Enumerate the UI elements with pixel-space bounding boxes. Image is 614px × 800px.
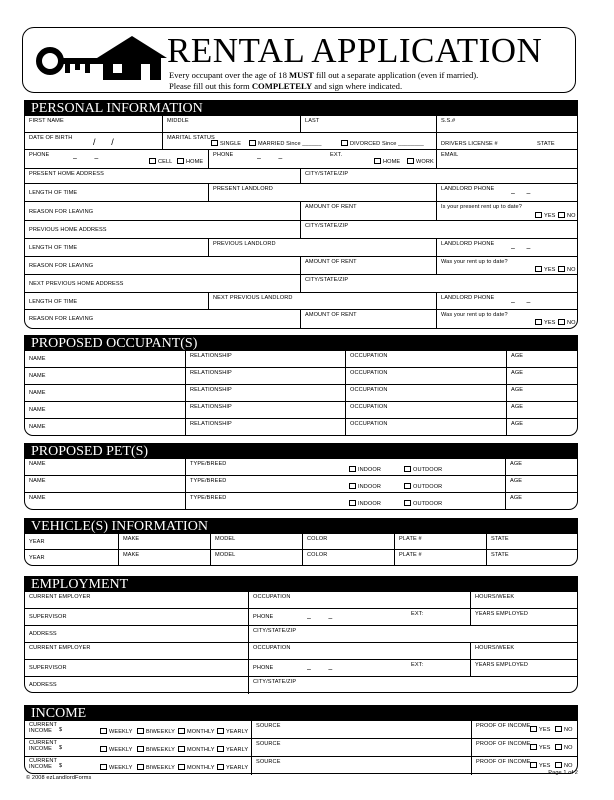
email-field[interactable]: EMAIL [436, 150, 579, 168]
next-previous-length-field[interactable]: LENGTH OF TIME [29, 299, 78, 305]
indoor-checkbox[interactable] [349, 483, 356, 489]
drivers-license-field[interactable]: DRIVERS LICENSE # STATE [436, 133, 579, 149]
monthly-checkbox[interactable] [178, 728, 185, 734]
occupant-relationship-field[interactable]: RELATIONSHIP [185, 402, 345, 418]
vehicle-state-field[interactable]: STATE [486, 534, 579, 549]
income-source-field[interactable]: SOURCE [251, 757, 471, 775]
income-source-field[interactable]: SOURCE [251, 739, 471, 756]
present-landlord-field[interactable]: PRESENT LANDLORD [208, 184, 436, 201]
occupant-occupation-field[interactable]: OCCUPATION [345, 402, 506, 418]
yes-checkbox[interactable] [530, 726, 537, 732]
yes-checkbox[interactable] [535, 319, 542, 325]
weekly-checkbox[interactable] [100, 746, 107, 752]
pet-name-field[interactable]: NAME [29, 478, 46, 484]
present-length-field[interactable]: LENGTH OF TIME [29, 190, 78, 196]
vehicle-color-field[interactable]: COLOR [302, 534, 394, 549]
hours-field[interactable]: HOURS/WEEK [470, 643, 579, 659]
occupant-occupation-field[interactable]: OCCUPATION [345, 419, 506, 436]
current-income-field[interactable]: CURRENT INCOME $ WEEKLY BIWEEKLY MONTHLY YEARLY [29, 722, 249, 735]
no-checkbox[interactable] [558, 266, 565, 272]
proof-of-income-field[interactable]: PROOF OF INCOME YES NO [471, 757, 579, 775]
vehicles-section [24, 518, 578, 566]
previous-rent-field[interactable]: AMOUNT OF RENT [300, 257, 436, 274]
form-header [22, 27, 576, 93]
pets-section [24, 443, 578, 510]
occupant-relationship-field[interactable]: RELATIONSHIP [185, 351, 345, 367]
vehicle-plate-field[interactable]: PLATE # [394, 550, 486, 566]
next-previous-upto-field[interactable]: Was your rent up to date? YES NO [436, 310, 579, 328]
occupant-name-field[interactable]: NAME [29, 407, 46, 413]
present-address-field[interactable]: PRESENT HOME ADDRESS [29, 171, 104, 177]
indoor-checkbox[interactable] [349, 500, 356, 506]
occupant-age-field[interactable]: AGE [506, 385, 579, 401]
key-house-logo [35, 34, 170, 84]
middle-name-field[interactable]: MIDDLE [162, 116, 300, 132]
pet-type-field[interactable]: TYPE/BREED INDOOR OUTDOOR [185, 459, 505, 475]
pet-age-field[interactable]: AGE [505, 476, 579, 492]
biweekly-checkbox[interactable] [137, 728, 144, 734]
pet-name-field[interactable]: NAME [29, 461, 46, 467]
section-title: PROPOSED OCCUPANT(S) [25, 336, 577, 351]
section-title: PERSONAL INFORMATION [25, 101, 577, 116]
occupant-occupation-field[interactable]: OCCUPATION [345, 351, 506, 367]
previous-city-field[interactable]: CITY/STATE/ZIP [300, 221, 579, 238]
no-checkbox[interactable] [555, 726, 562, 732]
employer-field[interactable]: CURRENT EMPLOYER [29, 645, 91, 651]
phone-field[interactable]: PHONE – – CELL HOME [29, 152, 204, 165]
section-title: EMPLOYMENT [25, 577, 577, 592]
vehicle-model-field[interactable]: MODEL [210, 550, 302, 566]
employment-occupation-field[interactable]: OCCUPATION [248, 592, 470, 608]
previous-landlord-phone-field[interactable]: LANDLORD PHONE – – [436, 239, 579, 256]
indoor-checkbox[interactable] [349, 466, 356, 472]
employment-address-field[interactable]: ADDRESS [29, 631, 57, 637]
home-2-checkbox[interactable] [374, 158, 381, 164]
vehicle-year-field[interactable]: YEAR [29, 555, 45, 561]
proof-of-income-field[interactable]: PROOF OF INCOME YES NO [471, 721, 579, 738]
vehicle-state-field[interactable]: STATE [486, 550, 579, 566]
yes-checkbox[interactable] [530, 762, 537, 768]
yearly-checkbox[interactable] [217, 728, 224, 734]
employer-field[interactable]: CURRENT EMPLOYER [29, 594, 91, 600]
supervisor-field[interactable]: SUPERVISOR [29, 665, 67, 671]
present-city-field[interactable]: CITY/STATE/ZIP [300, 169, 579, 183]
section-title: INCOME [25, 706, 577, 721]
yearly-checkbox[interactable] [217, 764, 224, 770]
monthly-checkbox[interactable] [178, 746, 185, 752]
no-checkbox[interactable] [558, 212, 565, 218]
no-checkbox[interactable] [555, 762, 562, 768]
pet-type-field[interactable]: TYPE/BREED INDOOR OUTDOOR [185, 493, 505, 510]
instructions: Every occupant over the age of 18 MUST fill out a separate application (even if married). Please fill out this form COMPLETELY and sign where indicated. [169, 70, 479, 91]
occupant-age-field[interactable]: AGE [506, 402, 579, 418]
yes-checkbox[interactable] [535, 266, 542, 272]
previous-address-field[interactable]: PREVIOUS HOME ADDRESS [29, 227, 107, 233]
divorced-checkbox[interactable] [341, 140, 348, 146]
pet-name-field[interactable]: NAME [29, 495, 46, 501]
occupants-section [24, 335, 578, 436]
biweekly-checkbox[interactable] [137, 764, 144, 770]
previous-reason-field[interactable]: REASON FOR LEAVING [29, 263, 94, 269]
years-employed-field[interactable]: YEARS EMPLOYED [470, 609, 579, 625]
vehicle-make-field[interactable]: MAKE [118, 534, 210, 549]
single-checkbox[interactable] [211, 140, 218, 146]
previous-upto-field[interactable]: Was your rent up to date? YES NO [436, 257, 579, 274]
no-checkbox[interactable] [555, 744, 562, 750]
no-checkbox[interactable] [558, 319, 565, 325]
previous-landlord-field[interactable]: PREVIOUS LANDLORD [208, 239, 436, 256]
last-name-field[interactable]: LAST [300, 116, 436, 132]
outdoor-checkbox[interactable] [404, 466, 411, 472]
page-number: Page 1 of 2 [548, 770, 578, 776]
copyright: © 2008 ezLandlordForms [26, 775, 92, 781]
phone-2-field[interactable]: PHONE – – EXT. HOME WORK [208, 150, 436, 168]
work-checkbox[interactable] [407, 158, 414, 164]
section-title: PROPOSED PET(S) [25, 444, 577, 459]
occupant-age-field[interactable]: AGE [506, 351, 579, 367]
occupant-age-field[interactable]: AGE [506, 368, 579, 384]
yes-checkbox[interactable] [530, 744, 537, 750]
proof-of-income-field[interactable]: PROOF OF INCOME YES NO [471, 739, 579, 756]
employment-occupation-field[interactable]: OCCUPATION [248, 643, 470, 659]
years-employed-field[interactable]: YEARS EMPLOYED [470, 660, 579, 676]
current-income-field[interactable]: CURRENT INCOME $ WEEKLY BIWEEKLY MONTHLY YEARLY [29, 758, 249, 771]
employment-section [24, 576, 578, 693]
next-previous-city-field[interactable]: CITY/STATE/ZIP [300, 275, 579, 292]
employment-address-field[interactable]: ADDRESS [29, 682, 57, 688]
employment-city-field[interactable]: CITY/STATE/ZIP [248, 677, 579, 694]
pet-age-field[interactable]: AGE [505, 459, 579, 475]
employment-phone-field[interactable]: PHONE – – EXT: [248, 660, 470, 676]
first-name-field[interactable]: FIRST NAME [29, 118, 64, 124]
weekly-checkbox[interactable] [100, 764, 107, 770]
outdoor-checkbox[interactable] [404, 500, 411, 506]
monthly-checkbox[interactable] [178, 764, 185, 770]
present-landlord-phone-field[interactable]: LANDLORD PHONE – – [436, 184, 579, 201]
yes-checkbox[interactable] [535, 212, 542, 218]
vehicle-color-field[interactable]: COLOR [302, 550, 394, 566]
occupant-occupation-field[interactable]: OCCUPATION [345, 368, 506, 384]
next-previous-rent-field[interactable]: AMOUNT OF RENT [300, 310, 436, 328]
vehicle-model-field[interactable]: MODEL [210, 534, 302, 549]
next-previous-address-field[interactable]: NEXT PREVIOUS HOME ADDRESS [29, 281, 124, 287]
pet-type-field[interactable]: TYPE/BREED INDOOR OUTDOOR [185, 476, 505, 492]
cell-checkbox[interactable] [149, 158, 156, 164]
income-source-field[interactable]: SOURCE [251, 721, 471, 738]
employment-city-field[interactable]: CITY/STATE/ZIP [248, 626, 579, 642]
income-section [24, 705, 578, 774]
current-income-field[interactable]: CURRENT INCOME $ WEEKLY BIWEEKLY MONTHLY YEARLY [29, 740, 249, 753]
yearly-checkbox[interactable] [217, 746, 224, 752]
home-checkbox[interactable] [177, 158, 184, 164]
next-previous-landlord-field[interactable]: NEXT PREVIOUS LANDLORD [208, 293, 436, 309]
occupant-age-field[interactable]: AGE [506, 419, 579, 436]
occupant-name-field[interactable]: NAME [29, 424, 46, 430]
occupant-name-field[interactable]: NAME [29, 356, 46, 362]
occupant-relationship-field[interactable]: RELATIONSHIP [185, 368, 345, 384]
section-title: VEHICLE(S) INFORMATION [25, 519, 577, 534]
previous-length-field[interactable]: LENGTH OF TIME [29, 245, 78, 251]
biweekly-checkbox[interactable] [137, 746, 144, 752]
occupant-relationship-field[interactable]: RELATIONSHIP [185, 385, 345, 401]
occupant-name-field[interactable]: NAME [29, 373, 46, 379]
married-checkbox[interactable] [249, 140, 256, 146]
present-upto-field[interactable]: Is your present rent up to date? YES NO [436, 202, 579, 220]
vehicle-year-field[interactable]: YEAR [29, 539, 45, 545]
page-title: RENTAL APPLICATION [167, 31, 543, 70]
next-previous-reason-field[interactable]: REASON FOR LEAVING [29, 316, 94, 322]
hours-field[interactable]: HOURS/WEEK [470, 592, 579, 608]
dob-field[interactable]: DATE OF BIRTH / / [29, 135, 114, 147]
marital-status-field[interactable]: MARITAL STATUS SINGLE MARRIED Since ______ DIVORCED Since ________ [162, 133, 436, 149]
outdoor-checkbox[interactable] [404, 483, 411, 489]
next-previous-landlord-phone-field[interactable]: LANDLORD PHONE – – [436, 293, 579, 309]
occupant-relationship-field[interactable]: RELATIONSHIP [185, 419, 345, 436]
ssn-field[interactable]: S.S.# [436, 116, 579, 132]
personal-information-section [24, 100, 578, 329]
supervisor-field[interactable]: SUPERVISOR [29, 614, 67, 620]
pet-age-field[interactable]: AGE [505, 493, 579, 510]
occupant-name-field[interactable]: NAME [29, 390, 46, 396]
present-reason-field[interactable]: REASON FOR LEAVING [29, 209, 94, 215]
employment-phone-field[interactable]: PHONE – – EXT: [248, 609, 470, 625]
vehicle-plate-field[interactable]: PLATE # [394, 534, 486, 549]
occupant-occupation-field[interactable]: OCCUPATION [345, 385, 506, 401]
weekly-checkbox[interactable] [100, 728, 107, 734]
present-rent-field[interactable]: AMOUNT OF RENT [300, 202, 436, 220]
vehicle-make-field[interactable]: MAKE [118, 550, 210, 566]
